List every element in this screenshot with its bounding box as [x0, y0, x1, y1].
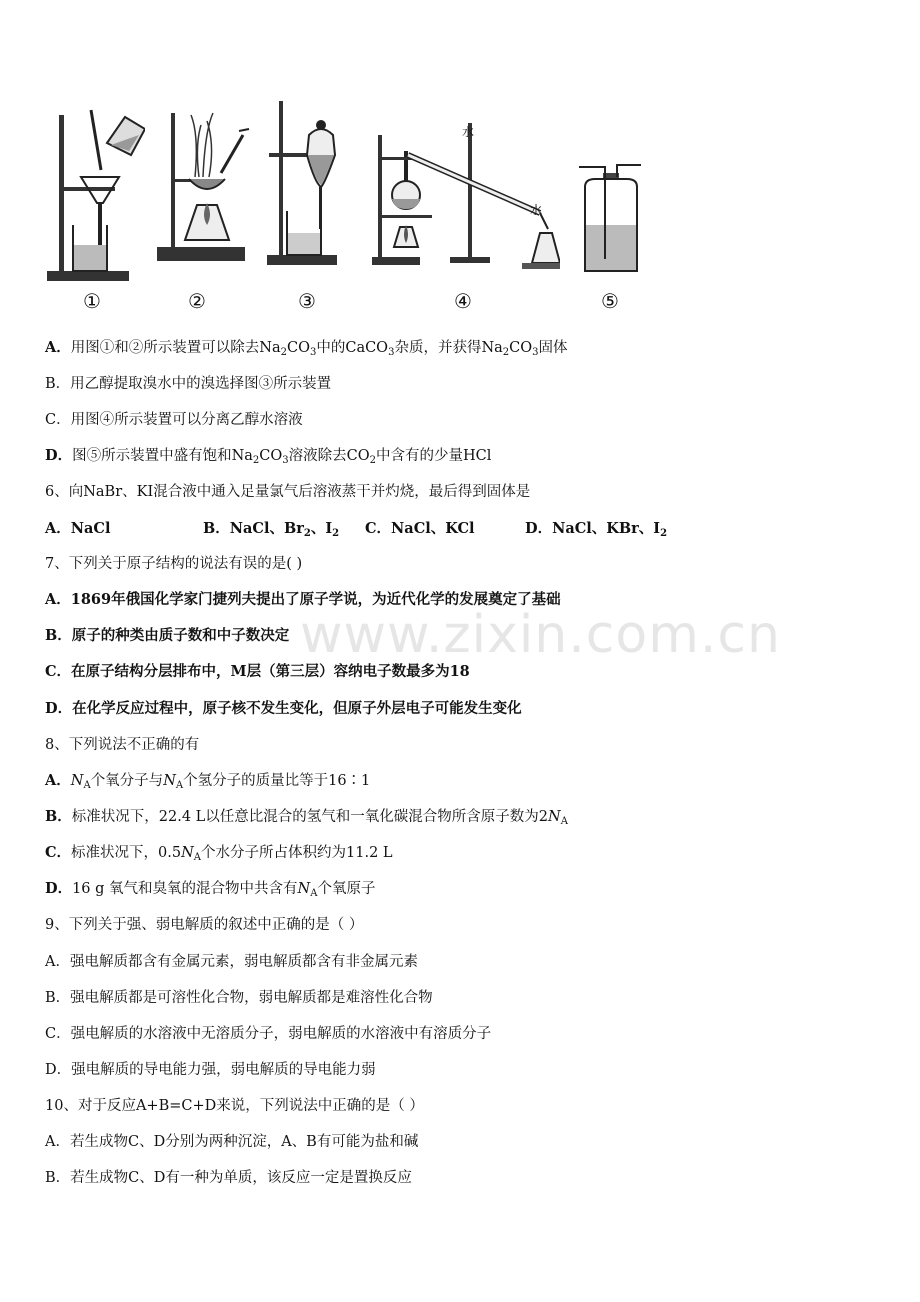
- q7-option-b: B．原子的种类由质子数和中子数决定: [45, 627, 290, 644]
- q9-option-c: C．强电解质的水溶液中无溶质分子，弱电解质的水溶液中有溶质分子: [45, 1026, 492, 1042]
- figure-label-1: ①: [83, 289, 101, 313]
- apparatus-figure: [40, 95, 660, 320]
- figure-label-2: ②: [188, 289, 206, 313]
- q5-option-d: D．图⑤所示装置中盛有饱和$Na_2CO_3$溶液除去$CO_2$中含有的少量HCl: [45, 447, 492, 466]
- q6-options: [45, 519, 667, 544]
- figure-label-3: ③: [298, 289, 316, 313]
- q7-option-c: C．在原子结构分层排布中，M层（第三层）容纳电子数最多为18: [45, 663, 470, 680]
- q8-stem: 8、下列说法不正确的有: [45, 737, 200, 753]
- q10-stem: 10、对于反应A+B=C+D来说，下列说法中正确的是（ ）: [45, 1098, 424, 1114]
- q7-option-d: D．在化学反应过程中，原子核不发生变化，但原子外层电子可能发生变化: [45, 700, 522, 717]
- water-out-label: 水: [530, 203, 543, 217]
- q7-stem: 7、下列关于原子结构的说法有误的是( ): [45, 556, 303, 572]
- q9-option-b: B．强电解质都是可溶性化合物，弱电解质都是难溶性化合物: [45, 990, 433, 1006]
- q7-option-a: A．1869年俄国化学家门捷列夫提出了原子学说，为近代化学的发展奠定了基础: [45, 591, 561, 608]
- q10-option-a: A．若生成物C、D分别为两种沉淀，A、B有可能为盐和碱: [45, 1134, 419, 1150]
- q8-option-a: A．$N_A$个氧分子与$N_A$个氢分子的质量比等于16∶1: [45, 772, 371, 791]
- q8-option-d: D．16 g 氧气和臭氧的混合物中共含有$N_A$个氧原子: [45, 880, 376, 899]
- q9-option-d: D．强电解质的导电能力强，弱电解质的导电能力弱: [45, 1062, 376, 1078]
- apparatus-separatory-funnel: [265, 95, 355, 285]
- q5-option-b: B．用乙醇提取溴水中的溴选择图③所示装置: [45, 376, 332, 392]
- q6-option-c: C．NaCl、KCl: [365, 520, 475, 537]
- q5-option-c: C．用图④所示装置可以分离乙醇水溶液: [45, 412, 303, 428]
- apparatus-filtration: [45, 95, 145, 285]
- q6-option-a: A．NaCl: [45, 520, 111, 537]
- q6-option-b: B．NaCl、$Br_2$、$I_2$: [203, 520, 340, 539]
- q8-option-b: B．标准状况下，22.4 L以任意比混合的氢气和一氧化碳混合物所含原子数为$2N_A$: [45, 808, 568, 827]
- figure-label-5: ⑤: [601, 289, 619, 313]
- apparatus-evaporation: [155, 95, 255, 285]
- apparatus-gas-washing-bottle: [575, 95, 645, 285]
- q9-option-a: A．强电解质都含有金属元素，弱电解质都含有非金属元素: [45, 954, 418, 970]
- figure-label-4: ④: [454, 289, 472, 313]
- watermark: www.zixin.com.cn: [300, 605, 781, 665]
- q8-option-c: C．标准状况下，$0.5N_A$个水分子所占体积约为11.2 L: [45, 844, 393, 863]
- water-in-label: 水: [462, 125, 475, 139]
- apparatus-distillation: [370, 95, 560, 285]
- q5-option-a: A．用图①和②所示装置可以除去$Na_2CO_3$中的CaCO$_3$杂质，并获得$Na_2CO_3$固体: [45, 339, 568, 358]
- q10-option-b: B．若生成物C、D有一种为单质，该反应一定是置换反应: [45, 1170, 412, 1186]
- q6-stem: 6、向NaBr、KI混合液中通入足量氯气后溶液蒸干并灼烧，最后得到固体是: [45, 484, 531, 500]
- q9-stem: 9、下列关于强、弱电解质的叙述中正确的是（ ）: [45, 917, 364, 933]
- q6-option-d: D．NaCl、KBr、$I_2$: [525, 520, 668, 539]
